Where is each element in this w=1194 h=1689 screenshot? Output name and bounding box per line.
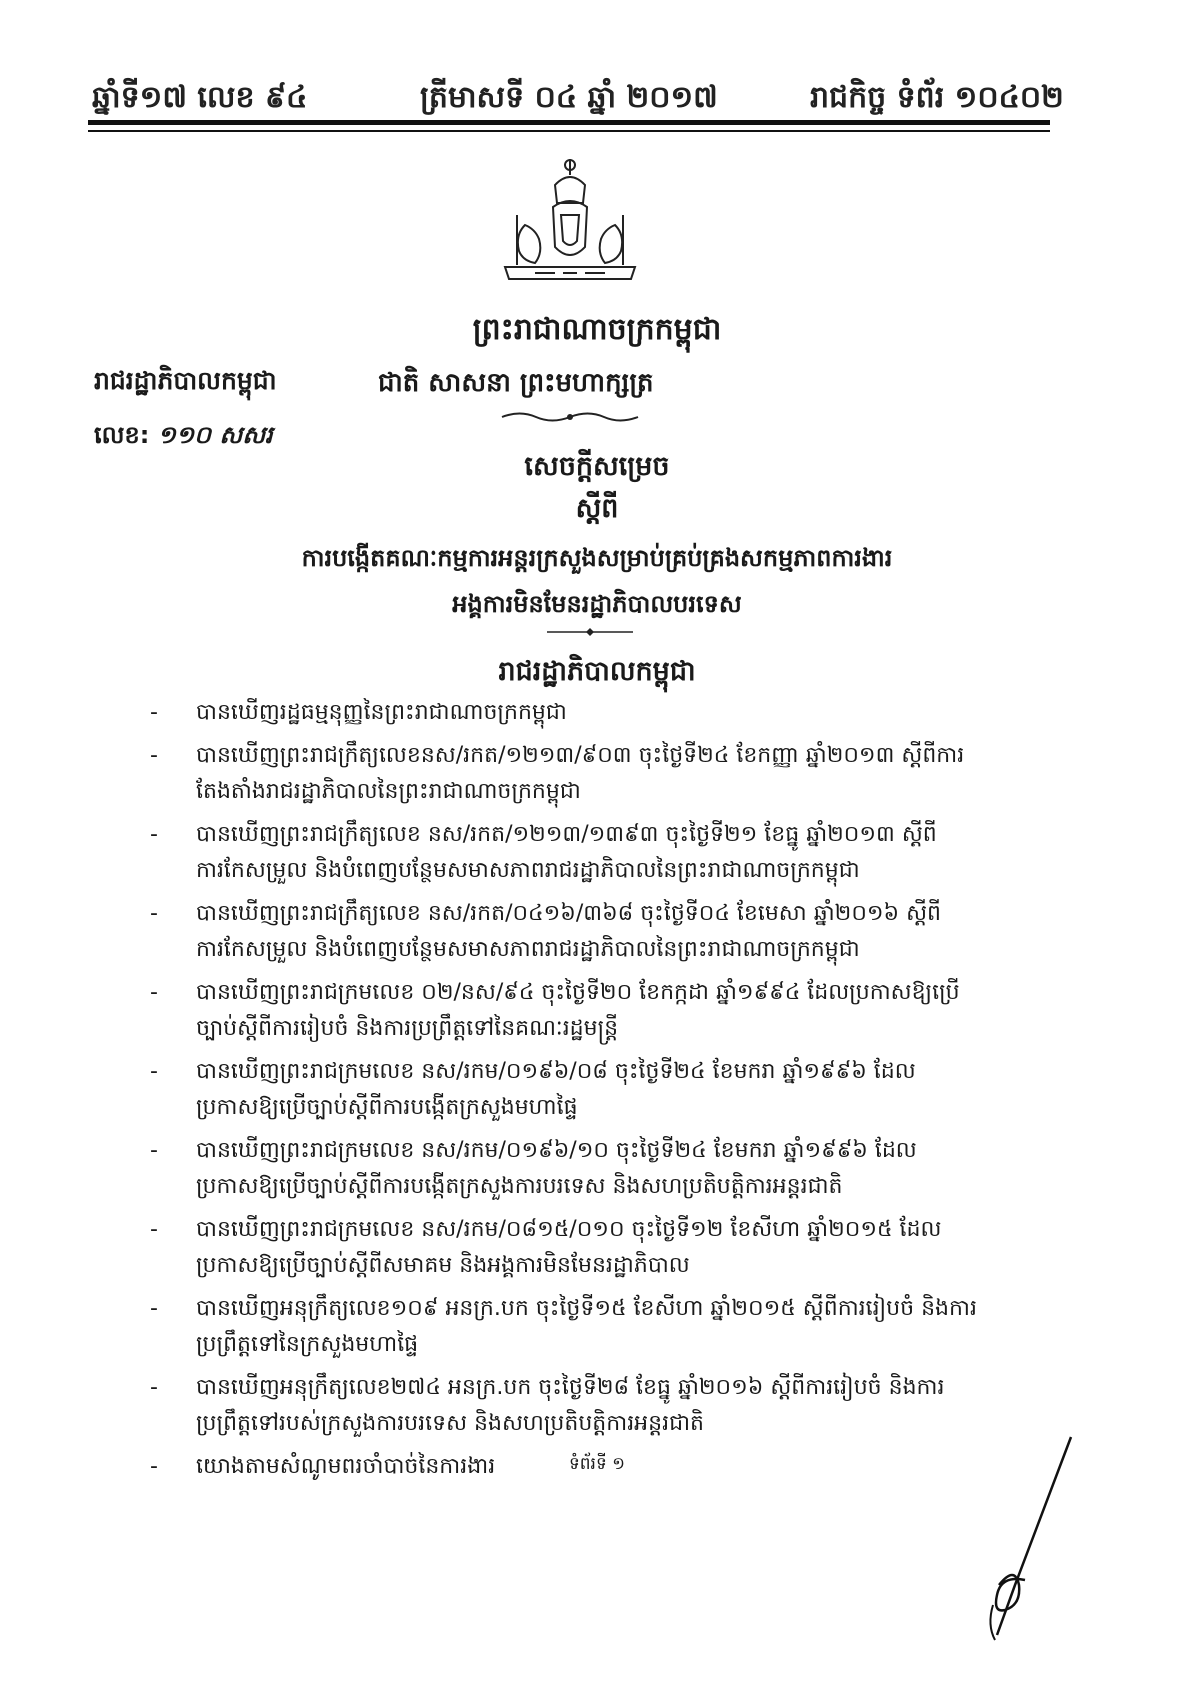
government-heading: រាជរដ្ឋាភិបាលកម្ពុជា <box>498 656 696 687</box>
divider-ornament-icon <box>545 628 635 636</box>
list-item: - បានឃើញព្រះរាជក្រមលេខ នស/រកម/០១៩៦/០៨ ចុះថ្ងៃទី២៤ ខែមករា ឆ្នាំ១៩៩៦ ដែលប្រកាសឱ្យប្រើច្បាប់ស្តីពីការបង្កើតក្រសួងមហាផ្ទៃ <box>150 1054 990 1126</box>
list-dash: - <box>150 743 158 768</box>
list-dash: - <box>150 1296 158 1321</box>
page-number: ទំព័រទី ១ <box>568 1454 626 1474</box>
kingdom-title: ព្រះរាជាណាចក្រកម្ពុជា <box>472 312 722 347</box>
list-item: - បានឃើញព្រះរាជក្រឹត្យលេខ នស/រកត/១២១៣/១៣៩៣ ចុះថ្ងៃទី២១ ខែធ្នូ ឆ្នាំ២០១៣ ស្តីពីការកែសម្រួល និងបំពេញបន្ថែមសមាសភាពរាជរដ្ឋាភិបាលនៃព្រះរាជាណាចក្រកម្ពុជា <box>150 817 990 889</box>
list-dash: - <box>150 822 158 847</box>
list-dash: - <box>150 1375 158 1400</box>
list-dash: - <box>150 1059 158 1084</box>
decision-subject <box>150 535 1044 627</box>
list-item: - យោងតាមសំណូមពរចាំបាច់នៃការងារ <box>150 1449 990 1485</box>
header-rule-thin <box>88 130 1050 132</box>
list-item: - បានឃើញព្រះរាជក្រមលេខ ០២/នស/៩៤ ចុះថ្ងៃទី២០ ខែកក្កដា ឆ្នាំ១៩៩៤ ដែលប្រកាសឱ្យប្រើច្បាប់ស្តីពីការរៀបចំ និងការប្រព្រឹត្តទៅនៃគណៈរដ្ឋមន្ត្រី <box>150 975 990 1047</box>
ornament-icon <box>500 410 640 424</box>
signature-icon <box>975 1435 1075 1645</box>
list-item: - បានឃើញអនុក្រឹត្យលេខ២៧៤ អនក្រ.បក ចុះថ្ងៃទី២៨ ខែធ្នូ ឆ្នាំ២០១៦ ស្តីពីការរៀបចំ និងការប្រព្រឹត្តទៅរបស់ក្រសួងការបរទេស និងសហប្រតិបត្តិការអន្តរជាតិ <box>150 1370 990 1442</box>
list-dash: - <box>150 1217 158 1242</box>
document-number-label: លេខ: <box>94 421 150 449</box>
list-dash: - <box>150 980 158 1005</box>
gazette-year-issue: ឆ្នាំទី១៧ លេខ ៩៤ <box>92 80 308 115</box>
list-item: - បានឃើញរដ្ឋធម្មនុញ្ញនៃព្រះរាជាណាចក្រកម្ពុជា <box>150 695 990 731</box>
list-item: - បានឃើញព្រះរាជក្រមលេខ នស/រកម/០១៩៦/១០ ចុះថ្ងៃទី២៤ ខែមករា ឆ្នាំ១៩៩៦ ដែលប្រកាសឱ្យប្រើច្បាប់ស្តីពីការបង្កើតក្រសួងការបរទេស និងសហប្រតិបត្តិការអន្តរជាតិ <box>150 1133 990 1205</box>
decision-title: សេចក្តីសម្រេច <box>524 451 670 482</box>
royal-coat-of-arms-icon <box>495 155 645 295</box>
on-label: ស្តីពី <box>575 493 619 524</box>
subject-line: អង្គការមិនមែនរដ្ឋាភិបាលបរទេស <box>452 590 742 618</box>
list-dash: - <box>150 700 158 725</box>
subject-line: ការបង្កើតគណៈកម្មការអន្តរក្រសួងសម្រាប់គ្រប់គ្រងសកម្មភាពការងារ <box>301 544 893 572</box>
gazette-date: ត្រីមាសទី ០៤ ឆ្នាំ ២០១៧ <box>420 80 718 115</box>
list-dash: - <box>150 901 158 926</box>
list-item: - បានឃើញអនុក្រឹត្យលេខ១០៩ អនក្រ.បក ចុះថ្ងៃទី១៥ ខែសីហា ឆ្នាំ២០១៥ ស្តីពីការរៀបចំ និងការប្រព្រឹត្តទៅនៃក្រសួងមហាផ្ទៃ <box>150 1291 990 1363</box>
national-motto: ជាតិ សាសនា ព្រះមហាក្សត្រ <box>378 368 654 398</box>
header-rule <box>88 120 1050 125</box>
considerations-list <box>150 695 990 1492</box>
document-number-value: ១១០ សសរ <box>157 421 273 449</box>
list-item: - បានឃើញព្រះរាជក្រឹត្យលេខនស/រកត/១២១៣/៩០៣ ចុះថ្ងៃទី២៤ ខែកញ្ញា ឆ្នាំ២០១៣ ស្តីពីការតែងតាំងរាជរដ្ឋាភិបាលនៃព្រះរាជាណាចក្រកម្ពុជា <box>150 738 990 810</box>
list-item: - បានឃើញព្រះរាជក្រមលេខ នស/រកម/០៨១៥/០១០ ចុះថ្ងៃទី១២ ខែសីហា ឆ្នាំ២០១៥ ដែលប្រកាសឱ្យប្រើច្បាប់ស្តីពីសមាគម និងអង្គការមិនមែនរដ្ឋាភិបាល <box>150 1212 990 1284</box>
list-item: - បានឃើញព្រះរាជក្រឹត្យលេខ នស/រកត/០៤១៦/៣៦៨ ចុះថ្ងៃទី០៤ ខែមេសា ឆ្នាំ២០១៦ ស្តីពីការកែសម្រួល និងបំពេញបន្ថែមសមាសភាពរាជរដ្ឋាភិបាលនៃព្រះរាជាណាចក្រកម្ពុជា <box>150 896 990 968</box>
government-name-left: រាជរដ្ឋាភិបាលកម្ពុជា <box>94 366 277 395</box>
list-dash: - <box>150 1454 158 1479</box>
gazette-page: រាជកិច្ច ទំព័រ ១០៤០២ <box>810 80 1064 115</box>
list-dash: - <box>150 1138 158 1163</box>
